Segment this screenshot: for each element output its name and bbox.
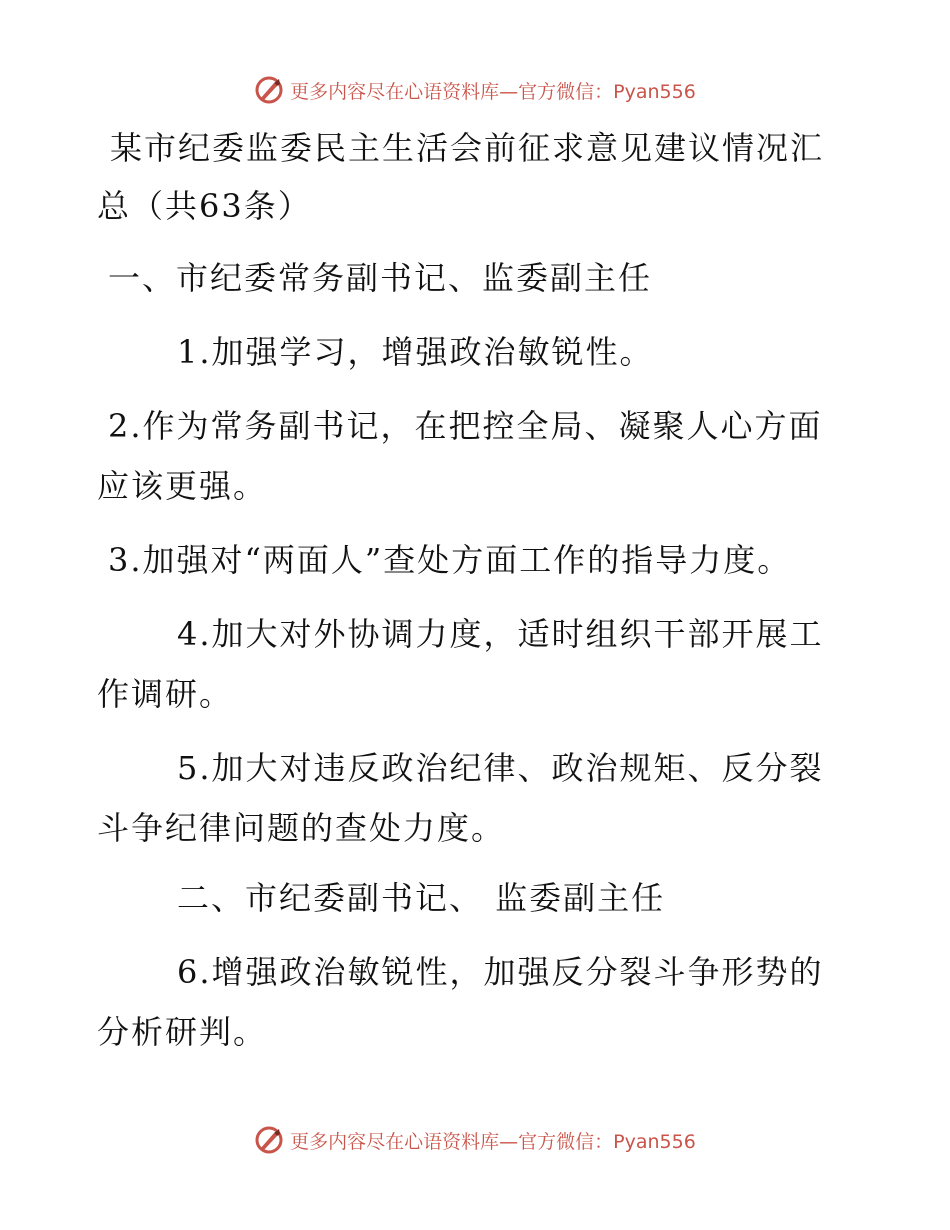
- document-title-line2: 总（共63条）: [97, 187, 312, 225]
- footer-watermark-text: 更多内容尽在心语资料库—官方微信：Pyan556: [290, 1130, 696, 1153]
- item-3: 3.加强对“两面人”查处方面工作的指导力度。: [108, 541, 792, 579]
- header-watermark-text: 更多内容尽在心语资料库—官方微信：Pyan556: [290, 80, 696, 103]
- pen-logo-icon: [254, 1125, 284, 1155]
- footer-watermark: [0, 1120, 950, 1160]
- item-4-line2: 作调研。: [97, 675, 234, 713]
- item-5-line2: 斗争纪律问题的查处力度。: [97, 809, 506, 847]
- document-title-line1: 某市纪委监委民主生活会前征求意见建议情况汇: [110, 129, 825, 167]
- item-5-line1: 5.加大对违反政治纪律、政治规矩、反分裂: [177, 749, 824, 787]
- item-2-line1: 2.作为常务副书记，在把控全局、凝聚人心方面: [108, 407, 823, 445]
- item-2-line2: 应该更强。: [97, 467, 268, 505]
- item-4-line1: 4.加大对外协调力度，适时组织干部开展工: [177, 615, 824, 653]
- item-1: 1.加强学习，增强政治敏锐性。: [177, 333, 654, 371]
- section1-heading: 一、市纪委常务副书记、监委副主任: [108, 259, 653, 297]
- item-6-line1: 6.增强政治敏锐性，加强反分裂斗争形势的: [177, 953, 824, 991]
- item-6-line2: 分析研判。: [97, 1013, 268, 1051]
- section2-heading: 二、市纪委副书记、 监委副主任: [177, 879, 666, 917]
